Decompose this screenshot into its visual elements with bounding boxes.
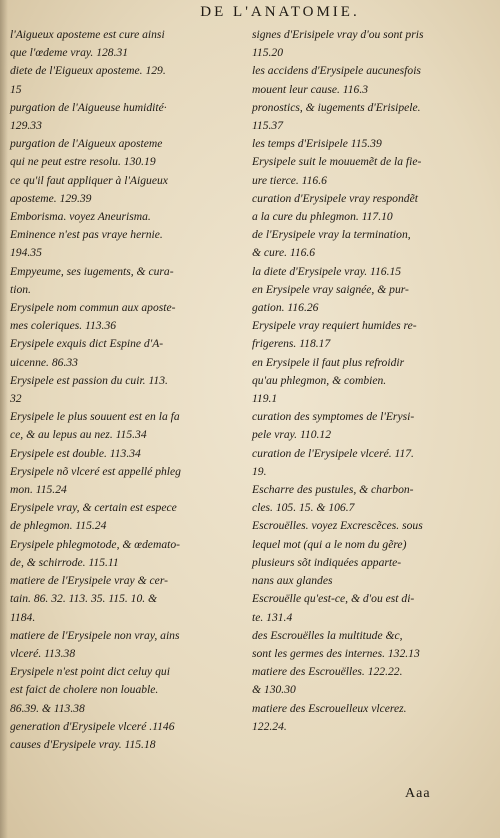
running-header: DE L'ANATOMIE.: [200, 4, 360, 20]
index-entry: Erysipele vray, & certain est espece de phlegmon. 115.24: [10, 501, 177, 533]
index-entry: Erysipele n'est point dict celuy qui est faict de cholere non louable. 86.39. & 113.38: [10, 665, 170, 715]
index-entry: purgation de l'Aigueux aposteme qui ne peut estre resolu. 130.19: [10, 137, 163, 169]
index-entry: Erysipele nõ vlceré est appellé phleg mon. 115.24: [10, 464, 181, 497]
index-entry: Erysipele exquis dict Espine d'A- uicenne. 86.33: [10, 337, 164, 369]
index-entry: Escharre des pustules, & charbon- cles. 105. 15. & 106.7: [252, 483, 414, 515]
index-entry: de l'Erysipele vray la termination, & cure. 116.6: [252, 228, 411, 260]
index-entry: Erysipele phlegmotode, & œdemato- de, & schirrode. 115.11: [10, 537, 181, 569]
index-entry: Erysipele est double. 113.34: [10, 446, 141, 460]
index-entry: matiere de l'Erysipele vray & cer- tain. 86. 32. 113. 35. 115. 10. & 1184.: [10, 574, 168, 624]
index-entry: Erysipele vray requiert humides re- frigerens. 118.17: [252, 319, 417, 351]
index-entry: generation d'Erysipele vlceré .1146: [10, 719, 175, 733]
index-entry: les temps d'Erisipele 115.39: [252, 137, 382, 151]
index-entry: Erysipele suit le mouuemẽt de la fie- ure tierce. 116.6: [252, 155, 422, 187]
index-entry: en Erysipele il faut plus refroidir qu'au phlegmon, & combien. 119.1: [252, 355, 405, 406]
index-entry: curation de l'Erysipele vlceré. 117. 19.: [252, 446, 414, 478]
index-entry: matiere de l'Erysipele non vray, ains vlceré. 113.38: [10, 628, 180, 660]
index-entry: causes d'Erysipele vray. 115.18: [10, 737, 156, 751]
index-entry: Erysipele est passion du cuir. 113. 32: [10, 373, 168, 406]
index-entry: matiere des Escrouelleux vlcerez. 122.24.: [252, 701, 407, 733]
index-entry: ce qu'il faut appliquer à l'Aigueux aposteme. 129.39: [10, 173, 168, 205]
page-gutter-shadow: [0, 0, 8, 838]
index-entry: pronostics, & iugements d'Erisipele. 115.37: [252, 100, 421, 133]
index-entry: Emborisma. voyez Aneurisma.: [10, 210, 151, 224]
index-entry: Erysipele nom commun aux aposte- mes coleriques. 113.36: [10, 301, 176, 333]
signature-mark: Aaa: [405, 786, 431, 801]
index-entry: purgation de l'Aigueuse humidité· 129.33: [10, 100, 167, 133]
index-entry: Escrouëlles. voyez Excrescẽces. sous lequel mot (qui a le nom du gẽre) plusieurs sõt indiquées apparte- nans aux glandes: [252, 519, 423, 588]
index-entry: Escrouëlle qu'est-ce, & d'ou est di- te. 131.4: [252, 592, 415, 624]
index-entry: curation d'Erysipele vray respondẽt a la cure du phlegmon. 117.10: [252, 191, 418, 224]
index-entry: Empyeume, ses iugements, & cura- tion.: [10, 264, 174, 296]
index-entry: l'Aigueux aposteme est cure ainsi que l'œdeme vray. 128.31: [10, 28, 165, 60]
index-entry: en Erysipele vray saignée, & pur- gation. 116.26: [252, 282, 409, 315]
index-column-right: [252, 26, 480, 736]
index-entry: les accidens d'Erysipele aucunesfois mouent leur cause. 116.3: [252, 64, 421, 96]
index-entry: diete de l'Eigueux aposteme. 129. 15: [10, 64, 166, 96]
index-entry: Eminence n'est pas vraye hernie. 194.35: [10, 228, 163, 260]
index-entry: Erysipele le plus souuent est en la fa ce, & au lepus au nez. 115.34: [10, 410, 180, 442]
index-entry: des Escrouëlles la multitude &c, sont les germes des internes. 132.13: [252, 628, 420, 660]
index-entry: signes d'Erisipele vray d'ou sont pris 115.20: [252, 28, 424, 60]
index-column-left: [10, 26, 242, 754]
index-entry: la diete d'Erysipele vray. 116.15: [252, 264, 402, 278]
index-entry: matiere des Escrouëlles. 122.22. & 130.30: [252, 665, 403, 697]
index-entry: curation des symptomes de l'Erysi- pele vray. 110.12: [252, 410, 415, 442]
